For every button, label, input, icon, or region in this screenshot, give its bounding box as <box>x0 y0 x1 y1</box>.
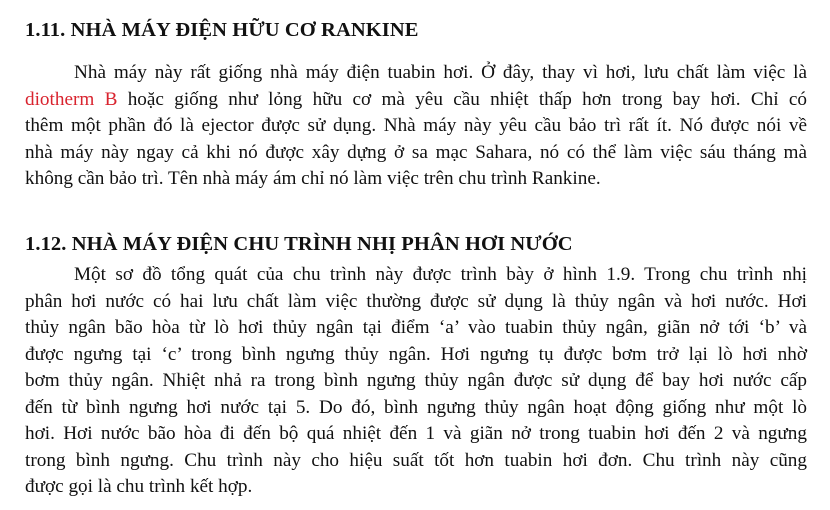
section-heading-1-11: 1.11. NHÀ MÁY ĐIỆN HỮU CƠ RANKINE <box>25 19 419 41</box>
highlighted-term: diotherm B <box>25 88 118 110</box>
paragraph-line: không cần bảo trì. Tên nhà máy ám chỉ nó làm việc trên chu trình Rankine. <box>25 168 601 189</box>
paragraph-line: được ngưng tại ‘c’ trong bình ngưng thủy ngân. Hơi ngưng tụ được bơm trở lại lò hơi nhờ <box>25 343 807 365</box>
paragraph-line: Một sơ đồ tổng quát của chu trình này được trình bày ở hình 1.9. Trong chu trình nhị <box>74 264 807 285</box>
section-paragraph-1-12 <box>25 262 807 501</box>
paragraph-line: được gọi là chu trình kết hợp. <box>25 476 253 497</box>
paragraph-line: Nhà máy này rất giống nhà máy điện tuabin hơi. Ở đây, thay vì hơi, lưu chất làm việc là <box>74 62 807 83</box>
paragraph-line: phân hơi nước có hai lưu chất làm việc thường được sử dụng là thủy ngân và hơi nước. Hơi <box>25 290 807 312</box>
paragraph-line <box>25 87 807 114</box>
paragraph-line-text: hoặc giống như lỏng hữu cơ mà yêu cầu nhiệt thấp hơn trong bay hơi. Chỉ có <box>117 88 807 110</box>
paragraph-line: thêm một phần đó là ejector được sử dụng. Nhà máy này yêu cầu bảo trì rất ít. Nó được nói về <box>25 115 807 136</box>
paragraph-line: trong bình ngưng. Chu trình này cho hiệu suất tốt hơn tuabin hơi đơn. Chu trình này cũng <box>25 449 807 471</box>
paragraph-line: bơm thủy ngân. Nhiệt nhả ra trong bình ngưng thủy ngân được sử dụng để bay hơi nước cấp <box>25 370 807 391</box>
paragraph-line: đến từ bình ngưng hơi nước tại 5. Do đó, bình ngưng thủy ngân hoạt động giống như một lò <box>25 396 807 418</box>
section-heading-1-12: 1.12. NHÀ MÁY ĐIỆN CHU TRÌNH NHỊ PHÂN HƠI NƯỚC <box>25 233 573 255</box>
section-paragraph-1-11 <box>25 60 807 193</box>
paragraph-line: thủy ngân bão hòa từ lò hơi thủy ngân tại điểm ‘a’ vào tuabin thủy ngân, giãn nở tới ‘b’ và <box>25 317 807 338</box>
paragraph-line: nhà máy này ngay cả khi nó được xây dựng ở sa mạc Sahara, nó có thể làm việc sáu tháng mà <box>25 141 807 163</box>
paragraph-line: hơi. Hơi nước bão hòa đi đến bộ quá nhiệt đến 1 và giãn nở trong tuabin hơi đến 2 và ngưng <box>25 423 807 444</box>
